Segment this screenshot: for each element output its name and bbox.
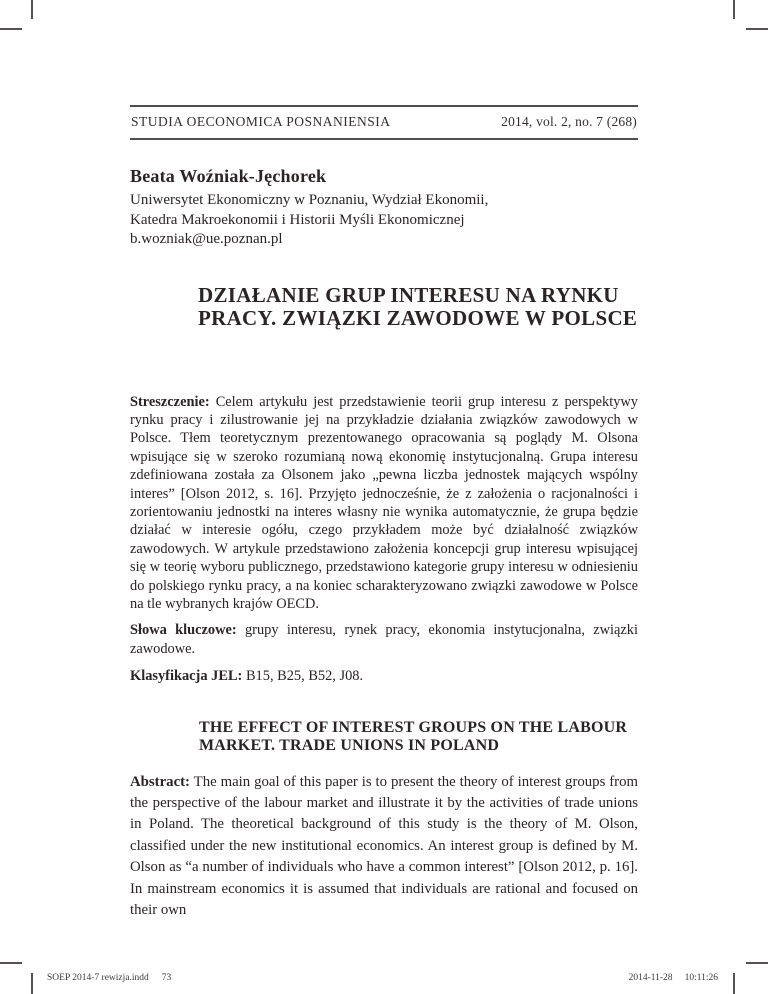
article-title-polish-line2: PRACY. ZWIĄZKI ZAWODOWE W POLSCE: [198, 306, 638, 330]
abstract-english-text: The main goal of this paper is to present the theory of interest groups from the perspective of the labour market and illustrate it by the activities of trade unions in Poland. The theoretical background of this study is the theory of M. Olson, classified under the new institutional economics. An interest group is defined by M. Olson as “a number of individuals who have a common interest” [Olson 2012, p. 16]. In mainstream economics it is assumed that individuals are rational and focused on their own: [130, 773, 639, 919]
page-number: 73: [161, 973, 172, 983]
crop-mark-bottom-left-vertical: [31, 973, 33, 994]
crop-mark-bottom-left-horizontal: [0, 962, 22, 964]
jel-classification: [130, 667, 638, 685]
article-title-polish: [130, 284, 638, 331]
journal-issue: 2014, vol. 2, no. 7 (268): [501, 114, 637, 129]
jel-classification-label: Klasyfikacja JEL:: [130, 668, 243, 685]
keywords-polish-text: grupy interesu, rynek pracy, ekonomia instytucjonalna, związki zawodowe.: [130, 622, 638, 657]
author-email: b.wozniak@ue.poznan.pl: [130, 231, 283, 247]
crop-mark-bottom-right-vertical: [733, 973, 735, 994]
abstract-polish-label: Streszczenie:: [130, 393, 210, 410]
crop-mark-top-left-vertical: [31, 0, 33, 19]
abstract-english-label: Abstract:: [130, 773, 190, 790]
prepress-file-name: SOEP 2014-7 rewizja.indd: [47, 973, 149, 983]
author-affiliation-line2: Katedra Makroekonomii i Historii Myśli Ekonomicznej: [130, 211, 465, 228]
article-page-column: [130, 0, 638, 921]
article-title-english-line1: THE EFFECT OF INTEREST GROUPS ON THE LABOUR: [199, 718, 628, 736]
author-name: Beata Woźniak-Jęchorek: [130, 166, 327, 186]
author-affiliation-line1: Uniwersytet Ekonomiczny w Poznaniu, Wydział Ekonomii,: [130, 192, 489, 208]
author-affiliation-block: [130, 191, 638, 250]
keywords-polish: [130, 621, 638, 658]
journal-name: STUDIA OECONOMICA POSNANIENSIA: [131, 114, 391, 129]
prepress-date: 2014-11-28: [628, 973, 673, 983]
prepress-slug-right: [629, 973, 718, 983]
abstract-polish-text: Celem artykułu jest przedstawienie teorii grup interesu z perspektywy rynku pracy i zilustrowanie jej na przykładzie działania związków zawodowych w Polsce. Tłem teoretycznym prezentowanego opracowania są poglądy M. Olsona wpisujące się w szeroko rozumianą nową ekonomię instytucjonalną. Grupa interesu zdefiniowana została za Olsonem jako „pewna liczba jednostek mających wspólny interes” [Olson 2012, s. 16]. Przyjęto jednocześnie, że z założenia o racjonalności i zorientowaniu jednostki na interes własny nie wynika automatycznie, że grupa będzie działać w interesie ogółu, czego przykładem może być działalność związków zawodowych. W artykule przedstawiono założenia koncepcji grup interesu wpisującej się w teorię wyboru publicznego, przedstawiono kategorie grupy interesu w odniesieniu do polskiego rynku pracy, a na koniec scharakteryzowano związki zawodowe w Polsce na tle wybranych krajów OECD.: [130, 393, 638, 612]
abstract-polish: [130, 393, 638, 614]
keywords-polish-label: Słowa kluczowe:: [130, 622, 237, 639]
prepress-slug-left: [47, 973, 171, 983]
crop-mark-top-left-horizontal: [0, 28, 22, 30]
journal-header-band: [130, 105, 638, 140]
article-title-english: [130, 719, 638, 755]
crop-mark-bottom-right-horizontal: [746, 962, 768, 964]
abstract-english: [130, 772, 638, 922]
jel-classification-text: B15, B25, B52, J08.: [245, 668, 364, 685]
article-title-english-line2: MARKET. TRADE UNIONS IN POLAND: [199, 736, 500, 754]
crop-mark-top-right-vertical: [733, 0, 735, 19]
article-title-polish-line1: DZIAŁANIE GRUP INTERESU NA RYNKU: [198, 282, 619, 307]
prepress-time: 10:11:26: [684, 973, 718, 983]
crop-mark-top-right-horizontal: [746, 28, 768, 30]
